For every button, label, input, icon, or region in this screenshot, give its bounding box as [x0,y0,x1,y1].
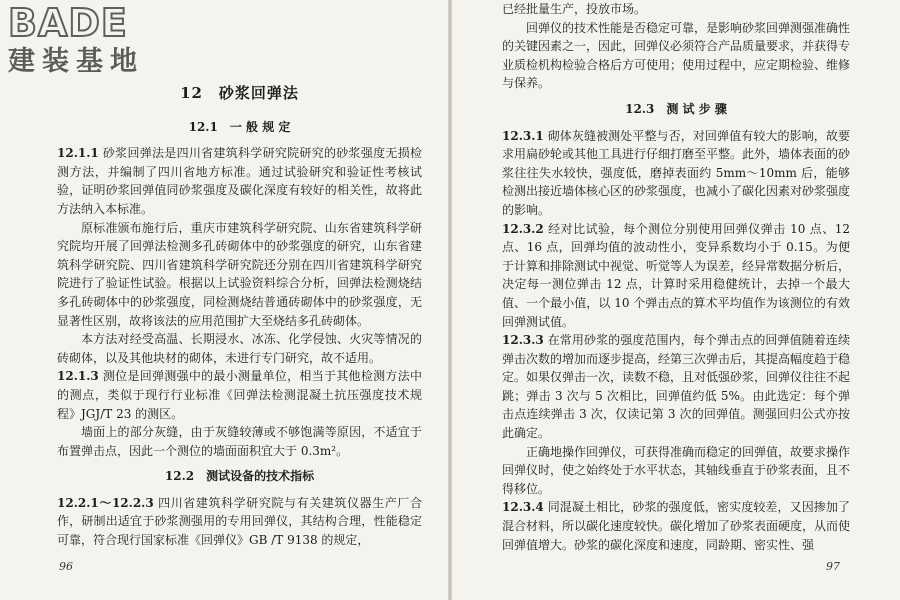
book-gutter [448,0,452,600]
section-number: 12.1 [188,119,218,134]
paragraph: 已经批量生产，投放市场。 [502,2,647,16]
clause-number: 12.3.2 [502,221,544,236]
section-number: 12.3 [625,101,655,116]
section-title: 一 般 规 定 [229,119,291,134]
clause-12-3-4 [502,498,850,554]
clause-12-1-3 [57,367,422,423]
clause-12-3-3 [502,331,850,443]
clause-number: 12.3.4 [502,500,544,515]
clause-12-2-1 [57,494,422,550]
clause-12-3-2 [502,220,850,332]
clause-number: 12.3.1 [502,128,544,143]
paragraph: 原标准颁布施行后，重庆市建筑科学研究院、山东省建筑科学研究院均开展了回弹法检测多孔砖砌体中的砂浆强度的研究，山东省建筑科学研究院、四川省建筑科学研究院还分别在四川省建筑科学研究院进行了验证性试验。根据以上试验资料综合分析，回弹法检测烧结多孔砖砌体中的砂浆强度，同检测烧结普通砖砌体中的砂浆强度，无显著性区别，故将该法的应用范围扩大至烧结多孔砖砌体。 [57,220,422,328]
clause-text: 测位是回弹测强中的最小测量单位，相当于其他检测方法中的测点，类似于现行行业标准《回弹法检测混凝土抗压强度技术规程》JGJ/T 23 的测区。 [57,369,422,421]
clause-text: 在常用砂浆的强度范围内，每个弹击点的回弹值随着连续弹击次数的增加而逐步提高，经第三次弹击后，其提高幅度趋于稳定。如果仅弹击一次，读数不稳，且对低强砂浆，回弹仪往往不起跳；弹击 3 次与 5 次相比，回弹值约低 5%。由此选定：每个弹击点连续弹击 3 次，仅读记第 3 次的回弹值。测强回归公式亦按此确定。 [502,333,851,441]
clause-text: 经对比试验，每个测位分别使用回弹仪弹击 10 点、12 点、16 点，回弹均值的波动性小，变异系数均小于 0.15。为便于计算和排除测试中视觉、听觉等人为误差，经异常数据分析后，决定每一测位弹击 12 点，计算时采用稳健统计，去掉一个最大值、一个最小值，以 10 个弹击点的算术平均值作为该测位的有效回弹测试值。 [502,221,851,329]
page-number-right: 97 [826,560,840,573]
paragraph: 本方法对经受高温、长期浸水、冰冻、化学侵蚀、火灾等情况的砖砌体，以及其他块材的砌体，未进行专门研究，故不适用。 [57,332,422,365]
watermark-logo-subtext: 建装基地 [8,46,144,77]
section-heading-12-3 [502,100,850,119]
page-number-left: 96 [59,560,73,573]
clause-text: 砌体灰缝被测处平整与否，对回弹值有较大的影响，故要求用扁砂轮或其他工具进行仔细打磨至平整。此外，墙体表面的砂浆往往失水较快，强度低，磨掉表面约 5mm～10mm 后，能够检测出接近墙体核心区的砂浆强度，也减小了碳化因素对砂浆强度的影响。 [502,128,851,217]
clause-number: 12.1.3 [57,369,99,384]
clause-number: 12.1.1 [57,146,99,161]
clause-text: 四川省建筑科学研究院与有关建筑仪器生产厂合作，研制出适宜于砂浆测强用的专用回弹仪，其结构合理，性能稳定可靠，符合现行国家标准《回弹仪》GB /T 9138 的规定， [57,495,422,548]
clause-text: 同混凝土相比，砂浆的强度低，密实度较差，又因掺加了混合材料，所以碳化速度较快。碳化增加了砂浆表面硬度，从而使回弹值增大。砂浆的碳化深度和速度，同龄期、密实性、强 [502,500,851,552]
section-heading-12-1 [57,118,422,137]
paragraph: 墙面上的部分灰缝，由于灰缝较薄或不够饱满等原因，不适宜于布置弹击点，因此一个测位的墙面面积宜大于 0.3m²。 [57,425,422,458]
left-page-body [57,84,422,550]
paragraph: 回弹仪的技术性能是否稳定可靠，是影响砂浆回弹测强准确性的关键因素之一，因此，回弹仪必须符合产品质量要求，并获得专业质检机构检验合格后方可使用；使用过程中，应定期检验、维修与保养。 [502,20,851,91]
watermark-logo [8,2,183,82]
section-number: 12.2 [164,469,195,484]
clause-text: 砂浆回弹法是四川省建筑科学研究院研究的砂浆强度无损检测方法，并编制了四川省地方标准。通过试验研究和验证性考核试验，证明砂浆回弹值同砂浆强度及碳化深度有较好的相关性，故将此方法纳入本标准。 [57,146,422,216]
section-title: 测试设备的技术指标 [206,469,315,484]
clause-12-1-1 [57,144,422,218]
clause-number: 12.2.1～12.2.3 [57,495,154,510]
chapter-title: 12 砂浆回弹法 [180,84,299,102]
watermark-logo-text: BADE [8,1,128,45]
clause-number: 12.3.3 [502,333,544,348]
clause-12-3-1 [502,127,850,220]
section-title: 测 试 步 骤 [666,101,727,116]
right-page-body [502,0,850,554]
paragraph: 正确地操作回弹仪，可获得准确而稳定的回弹值，故要求操作回弹仪时，使之始终处于水平状态，其轴线垂直于砂浆表面，且不得移位。 [502,444,851,496]
section-heading-12-2 [57,467,422,486]
